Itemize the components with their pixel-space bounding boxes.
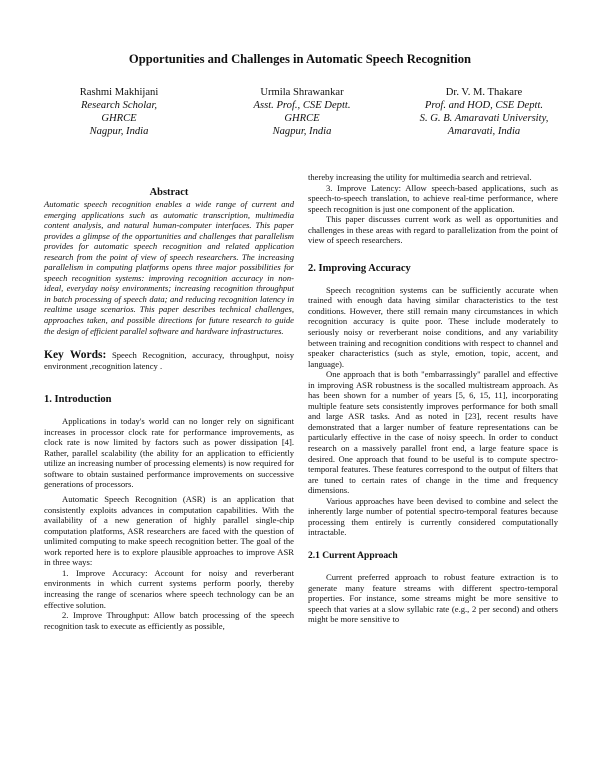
paragraph: 3. Improve Latency: Allow speech-based applications, such as speech-to-speech translation, to achieve real-time performance, where speech recognition is just one component of the application. [308, 182, 558, 214]
paper-title: Opportunities and Challenges in Automatic Speech Recognition [128, 52, 472, 66]
author-affiliation-line: Nagpur, India [89, 126, 149, 137]
right-column [308, 172, 558, 625]
author-affiliation-line: GHRCE [101, 113, 137, 124]
left-column [44, 172, 294, 631]
paragraph: 1. Improve Accuracy: Account for noisy and reverberant environments in which current systems perform poorly, thereby increasing the range of scenarios where speech technology can be an effective solution. [44, 567, 294, 610]
author-affiliation-line: Research Scholar, [80, 100, 158, 111]
subsection-heading-current-approach: 2.1 Current Approach [308, 550, 398, 561]
section-heading-introduction: 1. Introduction [44, 394, 112, 406]
author-affiliation-line: Prof. and HOD, CSE Deptt. [424, 100, 544, 111]
abstract-text: Automatic speech recognition enables a wide range of current and emerging applications such as automatic transcription, multimedia content analysis, and natural human-computer interfaces. This paper provides a glimpse of the opportunities and challenges that parallelism provides for automatic speech recognition and related application research from the point of view of speech researchers. The increasing parallelism in computing platforms opens three major possibilities for speech recognition systems: improving recognition accuracy in non-ideal, everyday noisy environments; increasing recognition throughput in batch processing of speech data; and reducing recognition latency in realtime usage scenarios. This paper describes technical challenges, approaches taken, and possible directions for future research to guide the design of efficient parallel software and hardware infrastructures. [44, 199, 294, 336]
author-affiliation-line: S. G. B. Amaravati University, [419, 113, 549, 124]
author-affiliation-line: GHRCE [284, 113, 320, 124]
paragraph: This paper discusses current work as well as opportunities and challenges in these areas with regard to parallelization from the point of view of speech researchers. [308, 214, 558, 246]
author-block-2 [222, 86, 382, 138]
section-heading-improving-accuracy: 2. Improving Accuracy [308, 262, 411, 274]
author-name: Rashmi Makhijani [79, 87, 159, 98]
keywords [44, 350, 294, 371]
abstract-heading: Abstract [149, 187, 189, 198]
author-block-3 [404, 86, 564, 138]
author-name: Dr. V. M. Thakare [445, 87, 523, 98]
author-name: Urmila Shrawankar [260, 87, 344, 98]
author-block-1 [44, 86, 194, 138]
paragraph: Applications in today's world can no longer rely on significant increases in processor clock rate for performance improvements, as clock rate is now limited by factors such as power dissipation [4]. Rather, parallel scalability (the ability for an application to efficiently utilize an increasing number of processing elements) is now required for software to obtain sustained performance improvements on successive generations of processors. [44, 416, 294, 490]
paragraph: thereby increasing the utility for multimedia search and retrieval. [308, 172, 532, 182]
paragraph: Current preferred approach to robust feature extraction is to generate many feature streams with different spectro-temporal properties. For instance, some streams might be more sensitive to speech that varies at a slow syllabic rate (e.g., 2 per second) and others might be more sensitive to [308, 571, 558, 625]
paragraph: 2. Improve Throughput: Allow batch processing of the speech recognition task to execute as efficiently as possible, [44, 610, 294, 631]
author-affiliation-line: Nagpur, India [272, 126, 332, 137]
author-affiliation-line: Asst. Prof., CSE Deptt. [253, 100, 351, 111]
paragraph: Various approaches have been devised to combine and select the inherently large number of potential spectro-temporal features because processing them entirely is currently considered computationally intractable. [308, 495, 558, 538]
keywords-text: Speech Recognition, accuracy, throughput, noisy environment ,recognition latency . [44, 350, 295, 371]
paragraph: Automatic Speech Recognition (ASR) is an application that consistently exploits advances in computation capabilities. With the availability of a new generation of highly parallel single-chip computation platforms, ASR researchers are faced with the question of unlimited computing to make speech recognition better. The goal of the work reported here is to explore plausible approaches to improve ASR in three ways: [44, 494, 294, 568]
paragraph: One approach that is both "embarrassingly" parallel and effective in improving ASR robustness is the socalled multistream approach. As has been shown for a number of years [5, 6, 15, 11], incorporating multiple feature sets consistently improves performance for both small and large ASR tasks. And as noted in [23], recent results have demonstrated that a larger number of feature representations can be particularly effective in the case of noisy speech. In order to conduct research on a massively parallel front end, a large feature space is desired. One approach that found to be useful is to compute spectro-temporal features. These features correspond to the output of filters that are tuned to certain rates of change in the time and frequency dimensions. [308, 369, 558, 496]
author-affiliation-line: Amaravati, India [447, 126, 521, 137]
paragraph: Speech recognition systems can be sufficiently accurate when trained with enough data having similar characteristics to the test conditions. However, there still remain many circumstances in which recognition accuracy is quite poor. These include moderately to seriously noisy or reverberant noise conditions, and any variability between training and recognition conditions with respect to channel and speaker characteristics (such as style, emotion, topic, accent, and language). [308, 284, 558, 369]
keywords-label: Key Words: [44, 349, 107, 362]
